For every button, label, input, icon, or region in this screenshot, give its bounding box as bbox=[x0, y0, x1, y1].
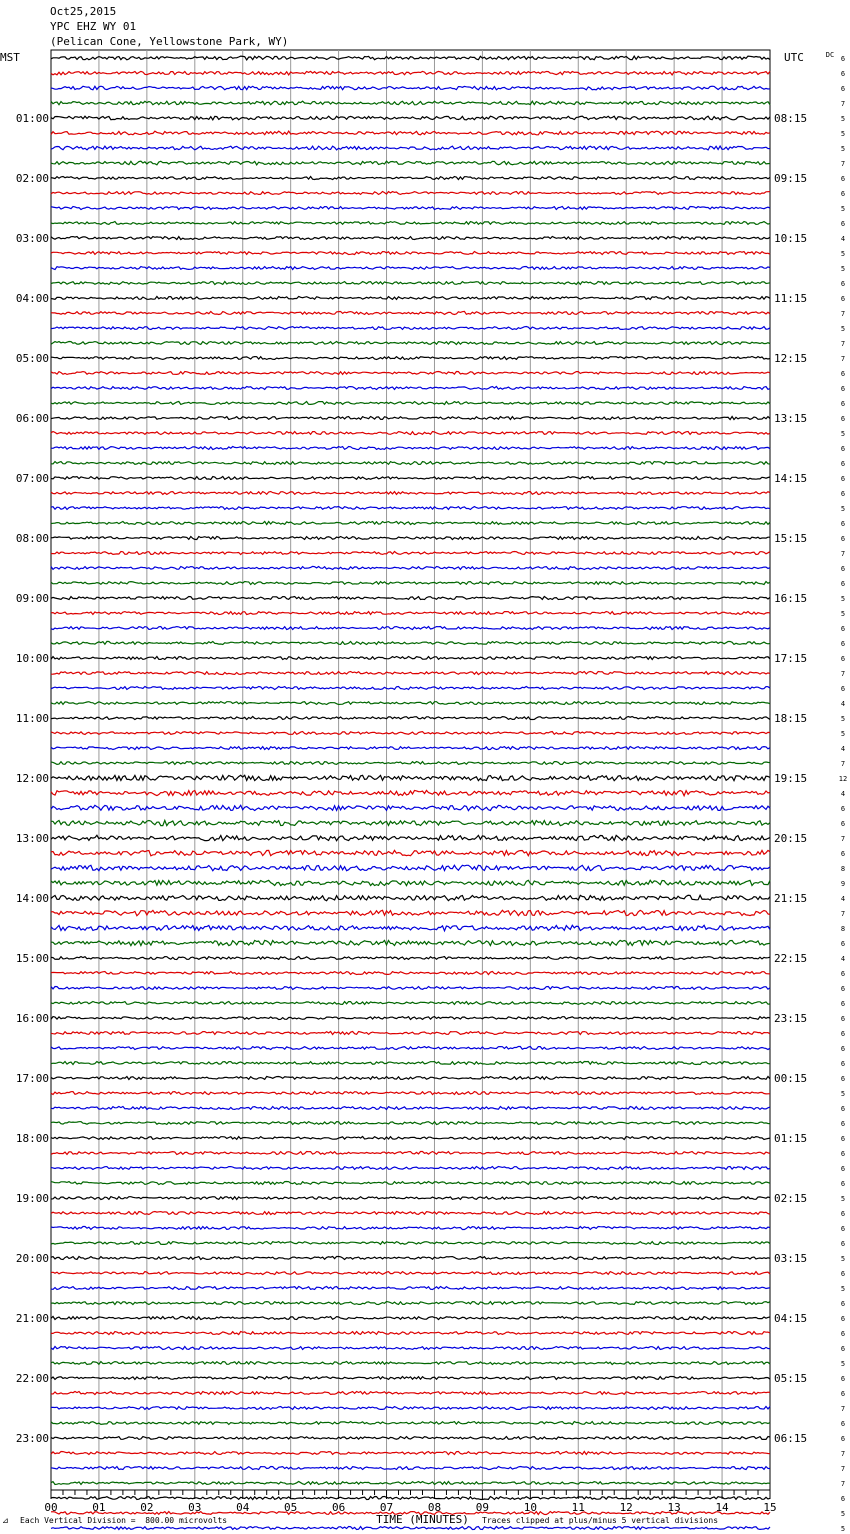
trace-line bbox=[51, 71, 770, 75]
trace-line bbox=[51, 972, 770, 975]
hour-label-local: 05:00 bbox=[15, 352, 49, 365]
dc-value: 6 bbox=[840, 280, 846, 288]
trace-line bbox=[51, 417, 770, 420]
x-tick-label: 15 bbox=[763, 1501, 777, 1514]
trace-line bbox=[51, 387, 770, 390]
x-axis-label: TIME (MINUTES) bbox=[376, 1513, 469, 1526]
dc-value: 5 bbox=[840, 1090, 846, 1098]
hour-label-local: 16:00 bbox=[15, 1012, 49, 1025]
trace-line bbox=[51, 835, 770, 840]
dc-value: 4 bbox=[840, 235, 846, 243]
trace-line bbox=[51, 1347, 770, 1350]
trace-line bbox=[51, 957, 770, 960]
hour-label-local: 06:00 bbox=[15, 412, 49, 425]
dc-value: 8 bbox=[840, 865, 846, 873]
dc-value: 9 bbox=[840, 880, 846, 888]
trace-line bbox=[51, 1497, 770, 1500]
trace-line bbox=[51, 657, 770, 660]
chart-date: Oct25,2015 bbox=[50, 5, 117, 18]
hour-label-utc: 13:15 bbox=[774, 412, 808, 425]
x-tick-label: 05 bbox=[284, 1501, 298, 1514]
trace-line bbox=[51, 86, 770, 90]
trace-line bbox=[51, 462, 770, 465]
dc-value: 4 bbox=[840, 745, 846, 753]
dc-value: 5 bbox=[840, 325, 846, 333]
hour-label-utc: 08:15 bbox=[774, 112, 808, 125]
dc-value: 7 bbox=[840, 1405, 846, 1413]
clip-note: Traces clipped at plus/minus 5 vertical divisions bbox=[482, 1516, 719, 1525]
dc-value: 6 bbox=[840, 1000, 846, 1008]
trace-line bbox=[51, 161, 770, 165]
hour-label-local: 03:00 bbox=[15, 232, 49, 245]
trace-line bbox=[51, 282, 770, 285]
x-tick-label: 10 bbox=[523, 1501, 537, 1514]
dc-value: 6 bbox=[840, 940, 846, 948]
scale-mark: ⊿ bbox=[2, 1516, 9, 1525]
trace-line bbox=[51, 1467, 770, 1470]
trace-line bbox=[51, 1122, 770, 1125]
dc-value: 7 bbox=[840, 550, 846, 558]
trace-line bbox=[51, 177, 770, 180]
hour-label-local: 22:00 bbox=[15, 1372, 49, 1385]
trace-line bbox=[51, 775, 770, 780]
x-tick-label: 00 bbox=[44, 1501, 58, 1514]
dc-value: 6 bbox=[840, 385, 846, 393]
chart-station-code: YPC EHZ WY 01 bbox=[50, 20, 137, 33]
dc-value: 5 bbox=[840, 1510, 846, 1518]
trace-line bbox=[51, 702, 770, 705]
x-tick-label: 13 bbox=[667, 1501, 681, 1514]
hour-label-local: 12:00 bbox=[15, 772, 49, 785]
trace-line bbox=[51, 1377, 770, 1380]
trace-line bbox=[51, 116, 770, 120]
trace-line bbox=[51, 925, 770, 931]
dc-value: 6 bbox=[840, 190, 846, 198]
hour-label-local: 14:00 bbox=[15, 892, 49, 905]
hour-label-utc: 20:15 bbox=[774, 832, 808, 845]
hour-label-utc: 17:15 bbox=[774, 652, 808, 665]
dc-value: 7 bbox=[840, 160, 846, 168]
dc-value: 5 bbox=[840, 1195, 846, 1203]
hour-label-utc: 10:15 bbox=[774, 232, 808, 245]
trace-line bbox=[51, 687, 770, 690]
dc-value: 7 bbox=[840, 1465, 846, 1473]
dc-value: 6 bbox=[840, 1315, 846, 1323]
dc-value: 12 bbox=[838, 775, 848, 783]
dc-value: 4 bbox=[840, 700, 846, 708]
hour-label-local: 20:00 bbox=[15, 1252, 49, 1265]
dc-value: 6 bbox=[840, 1075, 846, 1083]
dc-value: 7 bbox=[840, 910, 846, 918]
dc-value: 6 bbox=[840, 655, 846, 663]
trace-line bbox=[51, 1092, 770, 1095]
x-tick-label: 02 bbox=[140, 1501, 154, 1514]
trace-line bbox=[51, 805, 770, 810]
trace-line bbox=[51, 552, 770, 555]
trace-line bbox=[51, 1422, 770, 1425]
dc-value: 6 bbox=[840, 1120, 846, 1128]
hour-label-local: 13:00 bbox=[15, 832, 49, 845]
hour-label-utc: 04:15 bbox=[774, 1312, 808, 1325]
trace-line bbox=[51, 940, 770, 945]
x-tick-label: 14 bbox=[715, 1501, 729, 1514]
dc-value: 6 bbox=[840, 1165, 846, 1173]
trace-line bbox=[51, 146, 770, 150]
dc-value: 5 bbox=[840, 1525, 846, 1533]
dc-value: 6 bbox=[840, 1240, 846, 1248]
dc-value: 6 bbox=[840, 55, 846, 63]
left-axis-label: MST bbox=[0, 51, 20, 64]
trace-line bbox=[51, 895, 770, 900]
hour-label-local: 23:00 bbox=[15, 1432, 49, 1445]
trace-line bbox=[51, 1392, 770, 1395]
trace-line bbox=[51, 1272, 770, 1275]
x-tick-label: 12 bbox=[619, 1501, 633, 1514]
hour-label-utc: 03:15 bbox=[774, 1252, 808, 1265]
trace-line bbox=[51, 237, 770, 240]
dc-value: 5 bbox=[840, 715, 846, 723]
trace-line bbox=[51, 597, 770, 600]
trace-line bbox=[51, 1197, 770, 1200]
trace-line bbox=[51, 1137, 770, 1140]
hour-label-local: 17:00 bbox=[15, 1072, 49, 1085]
dc-value: 6 bbox=[840, 85, 846, 93]
trace-line bbox=[51, 327, 770, 330]
dc-value: 6 bbox=[840, 1135, 846, 1143]
trace-line bbox=[51, 342, 770, 345]
hour-label-utc: 11:15 bbox=[774, 292, 808, 305]
dc-value: 6 bbox=[840, 175, 846, 183]
x-tick-label: 08 bbox=[427, 1501, 442, 1514]
dc-value: 6 bbox=[840, 1225, 846, 1233]
hour-label-utc: 21:15 bbox=[774, 892, 808, 905]
trace-line bbox=[51, 357, 770, 360]
dc-value: 6 bbox=[840, 295, 846, 303]
trace-line bbox=[51, 1047, 770, 1050]
hour-label-local: 09:00 bbox=[15, 592, 49, 605]
hour-label-utc: 09:15 bbox=[774, 172, 808, 185]
hour-label-local: 07:00 bbox=[15, 472, 49, 485]
dc-value: 7 bbox=[840, 670, 846, 678]
trace-line bbox=[51, 1002, 770, 1005]
x-tick-label: 11 bbox=[571, 1501, 585, 1514]
trace-line bbox=[51, 537, 770, 540]
dc-value: 6 bbox=[840, 1210, 846, 1218]
trace-line bbox=[51, 582, 770, 585]
hour-label-local: 15:00 bbox=[15, 952, 49, 965]
dc-value: 6 bbox=[840, 1015, 846, 1023]
trace-line bbox=[51, 207, 770, 210]
dc-value: 6 bbox=[840, 640, 846, 648]
x-tick-label: 04 bbox=[236, 1501, 250, 1514]
trace-line bbox=[51, 717, 770, 720]
hour-label-local: 08:00 bbox=[15, 532, 49, 545]
dc-value: 6 bbox=[840, 1030, 846, 1038]
dc-value: 6 bbox=[840, 520, 846, 528]
dc-value: 6 bbox=[840, 490, 846, 498]
trace-line bbox=[51, 1032, 770, 1035]
dc-value: 6 bbox=[840, 970, 846, 978]
trace-line bbox=[51, 1242, 770, 1245]
dc-value: 6 bbox=[840, 1495, 846, 1503]
trace-line bbox=[51, 1017, 770, 1020]
dc-value: 7 bbox=[840, 100, 846, 108]
hour-label-local: 10:00 bbox=[15, 652, 49, 665]
x-tick-label: 03 bbox=[188, 1501, 202, 1514]
dc-value: 6 bbox=[840, 1435, 846, 1443]
hour-label-utc: 06:15 bbox=[774, 1432, 808, 1445]
dc-value: 7 bbox=[840, 1450, 846, 1458]
trace-line bbox=[51, 880, 770, 885]
dc-value: 5 bbox=[840, 505, 846, 513]
dc-value: 6 bbox=[840, 1375, 846, 1383]
trace-line bbox=[51, 1077, 770, 1080]
trace-line bbox=[51, 1107, 770, 1110]
dc-value: 4 bbox=[840, 790, 846, 798]
dc-value: 5 bbox=[840, 115, 846, 123]
trace-line bbox=[51, 507, 770, 510]
trace-line bbox=[51, 1062, 770, 1065]
dc-value: 6 bbox=[840, 1150, 846, 1158]
dc-value: 6 bbox=[840, 985, 846, 993]
dc-value: 5 bbox=[840, 145, 846, 153]
dc-value: 6 bbox=[840, 685, 846, 693]
trace-line bbox=[51, 850, 770, 855]
hour-label-utc: 12:15 bbox=[774, 352, 808, 365]
hour-label-local: 04:00 bbox=[15, 292, 49, 305]
trace-line bbox=[51, 641, 770, 644]
dc-value: 6 bbox=[840, 370, 846, 378]
hour-label-utc: 23:15 bbox=[774, 1012, 808, 1025]
hour-label-utc: 02:15 bbox=[774, 1192, 808, 1205]
dc-value: 6 bbox=[840, 475, 846, 483]
dc-value: 6 bbox=[840, 1345, 846, 1353]
dc-value: 5 bbox=[840, 1255, 846, 1263]
dc-value: 5 bbox=[840, 430, 846, 438]
dc-value: 6 bbox=[840, 220, 846, 228]
dc-value: 5 bbox=[840, 265, 846, 273]
dc-value: 6 bbox=[840, 535, 846, 543]
dc-value: 6 bbox=[840, 445, 846, 453]
x-tick-label: 01 bbox=[92, 1501, 106, 1514]
dc-value: 6 bbox=[840, 1060, 846, 1068]
dc-value: 6 bbox=[840, 1270, 846, 1278]
trace-line bbox=[51, 1527, 770, 1530]
dc-value: 8 bbox=[840, 925, 846, 933]
trace-line bbox=[51, 447, 770, 450]
trace-line bbox=[51, 1257, 770, 1260]
dc-value: 7 bbox=[840, 310, 846, 318]
trace-line bbox=[51, 1167, 770, 1170]
dc-value: 6 bbox=[840, 415, 846, 423]
x-tick-label: 07 bbox=[379, 1501, 394, 1514]
trace-line bbox=[51, 432, 770, 435]
trace-line bbox=[51, 1452, 770, 1455]
dc-value: 6 bbox=[840, 70, 846, 78]
dc-value: 5 bbox=[840, 250, 846, 258]
trace-line bbox=[51, 1287, 770, 1290]
x-tick-label: 06 bbox=[331, 1501, 346, 1514]
trace-line bbox=[51, 56, 770, 60]
trace-line bbox=[51, 1152, 770, 1155]
dc-value: 6 bbox=[840, 400, 846, 408]
dc-value: 6 bbox=[840, 1180, 846, 1188]
hour-label-utc: 22:15 bbox=[774, 952, 808, 965]
trace-line bbox=[51, 477, 770, 480]
hour-label-utc: 18:15 bbox=[774, 712, 808, 725]
vertical-division-note: Each Vertical Division = 800.00 microvolts bbox=[20, 1516, 228, 1525]
dc-value: 5 bbox=[840, 730, 846, 738]
dc-value: 4 bbox=[840, 955, 846, 963]
trace-line bbox=[51, 1182, 770, 1185]
hour-label-utc: 01:15 bbox=[774, 1132, 808, 1145]
trace-line bbox=[51, 1316, 770, 1319]
hour-label-local: 01:00 bbox=[15, 112, 49, 125]
trace-line bbox=[51, 402, 770, 405]
hour-label-utc: 00:15 bbox=[774, 1072, 808, 1085]
trace-line bbox=[51, 627, 770, 630]
trace-line bbox=[51, 1302, 770, 1305]
trace-line bbox=[51, 1227, 770, 1230]
dc-value: 6 bbox=[840, 460, 846, 468]
trace-line bbox=[51, 732, 770, 735]
dc-value: 6 bbox=[840, 1045, 846, 1053]
dc-value: 5 bbox=[840, 1360, 846, 1368]
hour-label-utc: 16:15 bbox=[774, 592, 808, 605]
dc-value: 5 bbox=[840, 1285, 846, 1293]
trace-line bbox=[51, 1437, 770, 1440]
trace-line bbox=[51, 910, 770, 915]
trace-line bbox=[51, 1407, 770, 1410]
dc-label: DC bbox=[825, 51, 835, 59]
hour-label-utc: 05:15 bbox=[774, 1372, 808, 1385]
trace-line bbox=[51, 267, 770, 270]
dc-value: 6 bbox=[840, 1390, 846, 1398]
trace-line bbox=[51, 987, 770, 990]
dc-value: 6 bbox=[840, 1300, 846, 1308]
dc-value: 5 bbox=[840, 610, 846, 618]
trace-line bbox=[51, 790, 770, 795]
dc-value: 5 bbox=[840, 205, 846, 213]
trace-line bbox=[51, 762, 770, 765]
trace-line bbox=[51, 1212, 770, 1215]
hour-label-utc: 15:15 bbox=[774, 532, 808, 545]
trace-line bbox=[51, 865, 770, 870]
trace-line bbox=[51, 747, 770, 750]
hour-label-local: 11:00 bbox=[15, 712, 49, 725]
dc-value: 7 bbox=[840, 340, 846, 348]
trace-line bbox=[51, 311, 770, 314]
dc-value: 7 bbox=[840, 355, 846, 363]
trace-line bbox=[51, 1482, 770, 1485]
trace-line bbox=[51, 372, 770, 375]
right-axis-label: UTC bbox=[784, 51, 804, 64]
trace-line bbox=[51, 612, 770, 615]
trace-line bbox=[51, 521, 770, 524]
trace-line bbox=[51, 101, 770, 105]
trace-line bbox=[51, 1332, 770, 1335]
dc-value: 7 bbox=[840, 760, 846, 768]
x-tick-label: 09 bbox=[475, 1501, 490, 1514]
dc-value: 6 bbox=[840, 1105, 846, 1113]
chart-location: (Pelican Cone, Yellowstone Park, WY) bbox=[50, 35, 289, 48]
trace-line bbox=[51, 222, 770, 225]
dc-value: 5 bbox=[840, 130, 846, 138]
hour-label-local: 21:00 bbox=[15, 1312, 49, 1325]
trace-line bbox=[51, 672, 770, 675]
hour-label-local: 02:00 bbox=[15, 172, 49, 185]
dc-value: 6 bbox=[840, 850, 846, 858]
trace-line bbox=[51, 297, 770, 300]
hour-label-local: 19:00 bbox=[15, 1192, 49, 1205]
dc-value: 7 bbox=[840, 835, 846, 843]
trace-line bbox=[51, 192, 770, 195]
dc-value: 6 bbox=[840, 1330, 846, 1338]
trace-line bbox=[51, 252, 770, 255]
trace-line bbox=[51, 131, 770, 135]
trace-line bbox=[51, 1362, 770, 1365]
dc-value: 6 bbox=[840, 805, 846, 813]
dc-value: 5 bbox=[840, 595, 846, 603]
dc-value: 6 bbox=[840, 820, 846, 828]
dc-value: 7 bbox=[840, 1480, 846, 1488]
trace-line bbox=[51, 492, 770, 495]
hour-label-local: 18:00 bbox=[15, 1132, 49, 1145]
dc-value: 6 bbox=[840, 565, 846, 573]
dc-value: 6 bbox=[840, 580, 846, 588]
dc-value: 6 bbox=[840, 1420, 846, 1428]
dc-value: 6 bbox=[840, 625, 846, 633]
hour-label-utc: 19:15 bbox=[774, 772, 808, 785]
dc-value: 4 bbox=[840, 895, 846, 903]
trace-line bbox=[51, 820, 770, 825]
trace-line bbox=[51, 566, 770, 569]
hour-label-utc: 14:15 bbox=[774, 472, 808, 485]
